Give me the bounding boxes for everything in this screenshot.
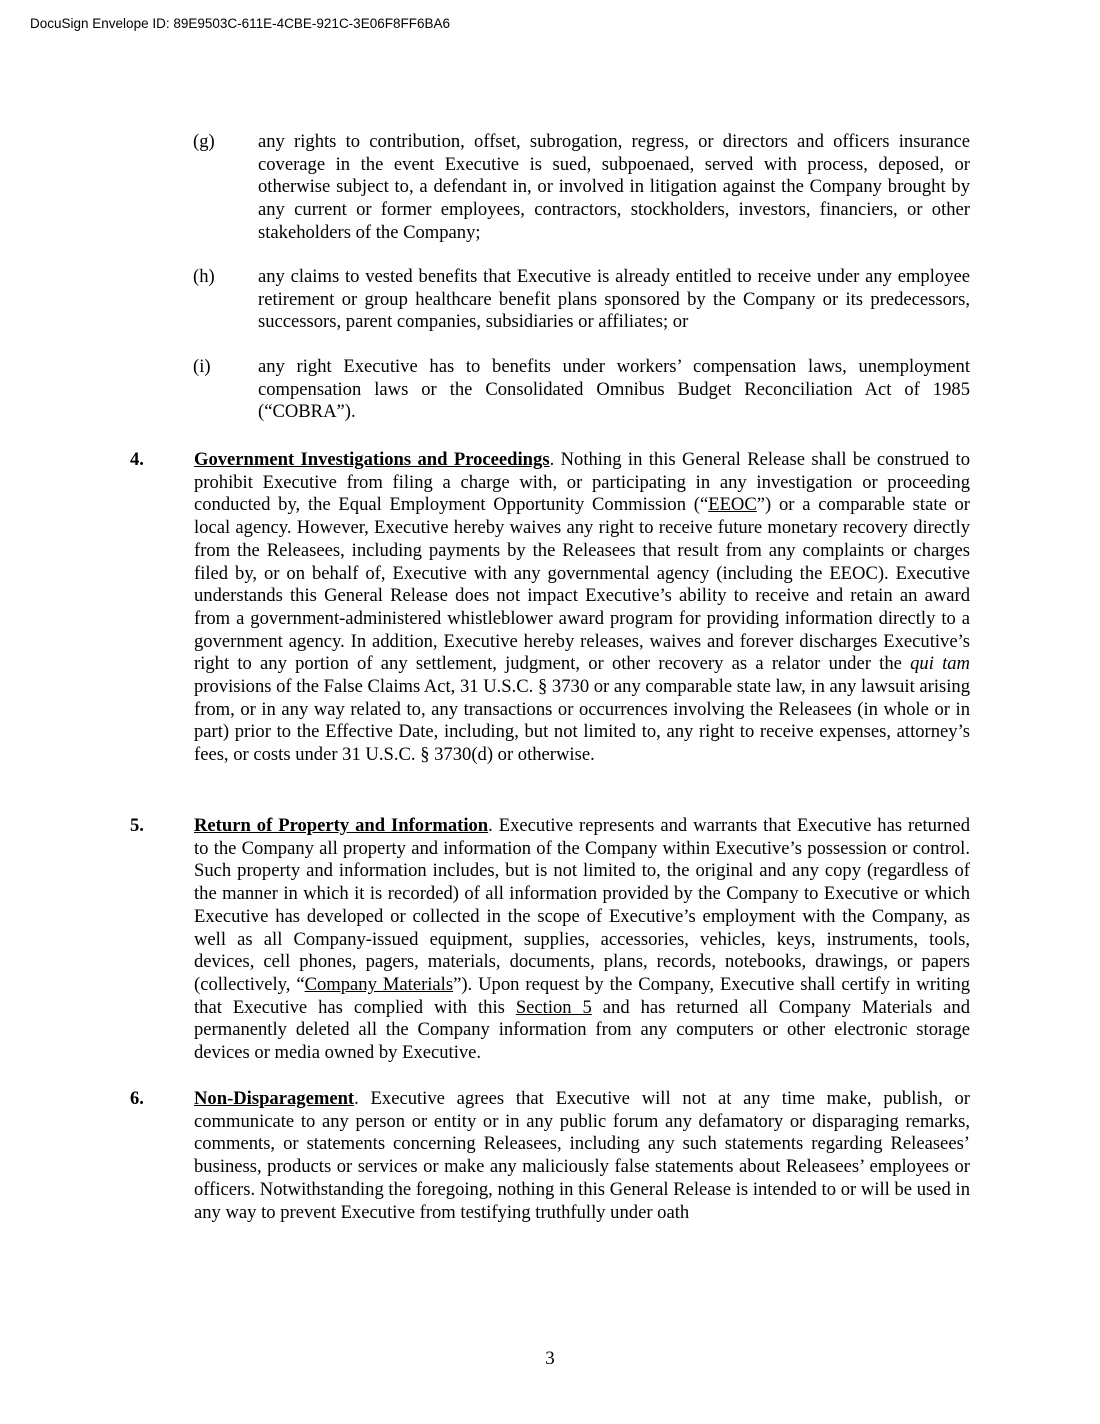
section-number: 5. — [130, 815, 144, 836]
section-heading: Non-Disparagement — [194, 1088, 355, 1109]
clause-h — [193, 266, 970, 334]
defined-term: EEOC — [708, 494, 757, 516]
docusign-envelope-id: DocuSign Envelope ID: 89E9503C-611E-4CBE-921C-3E06F8FF6BA6 — [30, 16, 450, 31]
section-heading: Return of Property and Information — [194, 815, 489, 836]
clause-label: (g) — [193, 131, 215, 152]
clause-text: any rights to contribution, offset, subrogation, regress, or directors and officers insurance coverage in the event Executive is sued, subpoenaed, served with process, deposed, or otherwise subject to, a defendant in, or involved in litigation against the Company brought by any current or former employees, contractors, stockholders, investors, financiers, or other stakeholders of the Company; — [258, 131, 970, 243]
section-number: 4. — [130, 449, 144, 470]
clause-g — [193, 131, 970, 245]
section-text — [194, 449, 970, 767]
section-heading: Government Investigations and Proceedings — [194, 449, 550, 470]
italic-term: qui tam — [910, 653, 970, 675]
page-number: 3 — [545, 1348, 555, 1369]
text-segment: and has returned all Company Materials and permanently deleted all the Company information from any computers or other electronic storage devices or media owned by Executive. — [194, 996, 971, 1064]
section-text — [194, 1088, 970, 1224]
text-segment: ”) or a comparable state or local agency. However, Executive hereby waives any right to receive future monetary recovery directly from the Releasees, including payments by the Releasees that result from any complaints or charges filed by, or on behalf of, Executive with any governmental agency (including the EEOC). Executive understands this General Release does not impact Executive’s ability to receive and retain an award from a government-administered whistleblower award program for providing information directly to a government agency. In addition, Executive hereby releases, waives and forever discharges Executive’s right to any portion of any settlement, judgment, or other recovery as a relator under the — [194, 494, 970, 675]
section-6 — [130, 1088, 970, 1224]
clause-label: (i) — [193, 356, 211, 377]
section-4 — [130, 449, 970, 767]
section-reference: Section 5 — [515, 996, 592, 1018]
text-segment: . Executive represents and warrants that Executive has returned to the Company all property and information of the Company within Executive’s possession or control. Such property and information includes, but is not limited to, the original and any copy (regardless of the manner in which it is recorded) of all information provided by the Company to Executive or which Executive has developed or collected in the scope of Executive’s employment with the Company, as well as all Company-issued equipment, supplies, accessories, vehicles, keys, instruments, tools, devices, cell phones, pagers, materials, documents, plans, records, notebooks, drawings, or papers (collectively, “ — [194, 815, 970, 995]
text-segment: . Executive agrees that Executive will not at any time make, publish, or communicate to any person or entity or in any public forum any defamatory or disparaging remarks, comments, or statements concerning Releasees, including any such statements regarding Releasees’ business, products or services or make any maliciously false statements about Releasees’ employees or officers. Notwithstanding the foregoing, nothing in this General Release is intended to or will be used in any way to prevent Executive from testifying truthfully under oath — [194, 1088, 970, 1223]
clause-i — [193, 356, 970, 424]
section-text — [194, 815, 970, 1065]
defined-term: Company Materials — [304, 973, 454, 995]
section-5 — [130, 815, 970, 1065]
clause-label: (h) — [193, 266, 215, 287]
text-segment: . Nothing in this General Release shall be construed to prohibit Executive from filing a charge with, or participating in any investigation or proceeding conducted by, the Equal Employment Opportunity Commission (“ — [194, 449, 970, 516]
section-number: 6. — [130, 1088, 144, 1109]
clause-text: any claims to vested benefits that Executive is already entitled to receive under any employee retirement or group healthcare benefit plans sponsored by the Company or its predecessors, successors, parent companies, subsidiaries or affiliates; or — [258, 266, 970, 333]
text-segment: provisions of the False Claims Act, 31 U.S.C. § 3730 or any comparable state law, in any lawsuit arising from, or in any way related to, any transactions or occurrences involving the Releasees (in whole or in part) prior to the Effective Date, including, but not limited to, any right to receive expenses, attorney’s fees, or costs under 31 U.S.C. § 3730(d) or otherwise. — [194, 676, 970, 766]
text-segment: ”). Upon request by the Company, Executive shall certify in writing that Executive has complied with this — [194, 973, 971, 1018]
clause-text: any right Executive has to benefits under workers’ compensation laws, unemployment compensation laws or the Consolidated Omnibus Budget Reconciliation Act of 1985 (“COBRA”). — [258, 356, 970, 423]
